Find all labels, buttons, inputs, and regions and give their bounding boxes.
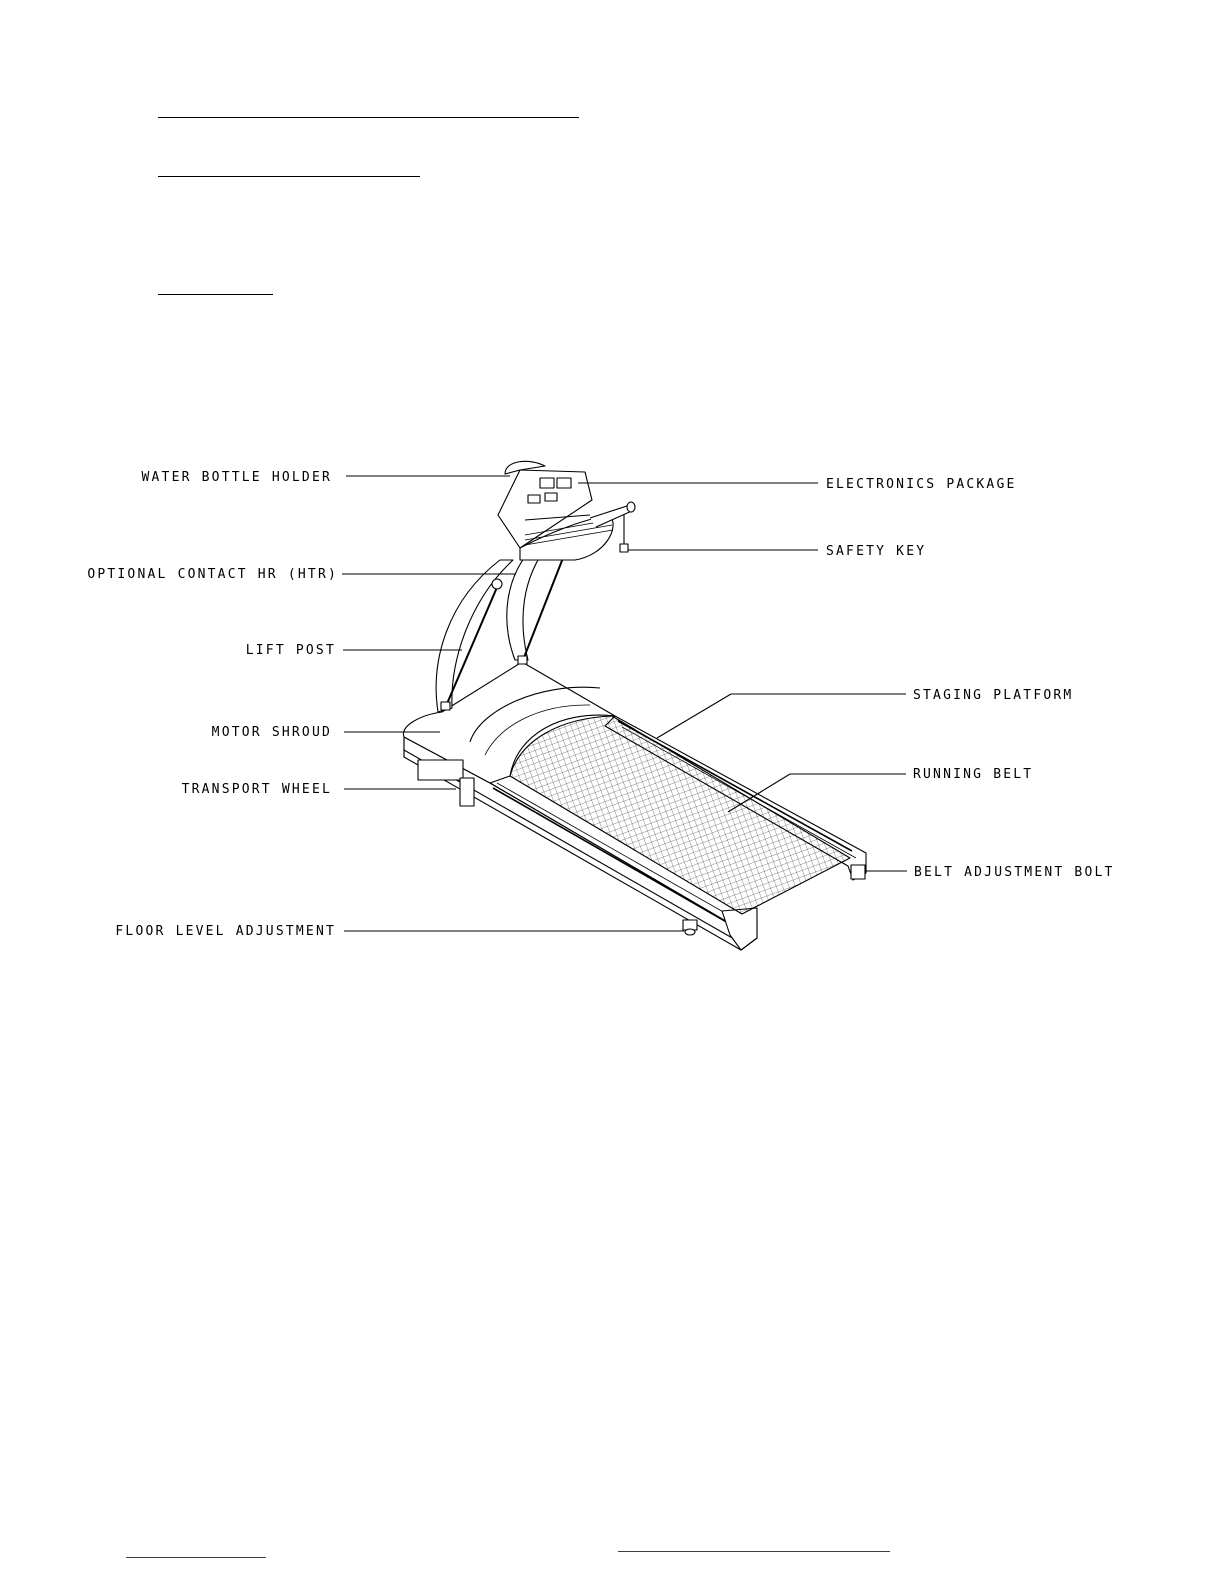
label-electronics-package: ELECTRONICS PACKAGE bbox=[826, 477, 1017, 492]
treadmill-illustration bbox=[403, 461, 866, 950]
running-belt bbox=[510, 716, 850, 914]
label-floor-level-adjustment: FLOOR LEVEL ADJUSTMENT bbox=[115, 924, 336, 939]
label-staging-platform: STAGING PLATFORM bbox=[913, 688, 1074, 703]
label-lift-post: LIFT POST bbox=[245, 643, 336, 658]
label-water-bottle-holder: WATER BOTTLE HOLDER bbox=[141, 470, 332, 485]
label-transport-wheel: TRANSPORT WHEEL bbox=[181, 782, 332, 797]
label-motor-shroud: MOTOR SHROUD bbox=[211, 725, 332, 740]
label-running-belt: RUNNING BELT bbox=[913, 767, 1034, 782]
label-safety-key: SAFETY KEY bbox=[826, 544, 927, 559]
console bbox=[498, 461, 635, 560]
floor-level-foot bbox=[683, 920, 697, 935]
leader-staging-platform bbox=[657, 694, 731, 738]
label-optional-contact-hr: OPTIONAL CONTACT HR (HTR) bbox=[87, 567, 338, 582]
label-belt-adjustment-bolt: BELT ADJUSTMENT BOLT bbox=[914, 865, 1115, 880]
